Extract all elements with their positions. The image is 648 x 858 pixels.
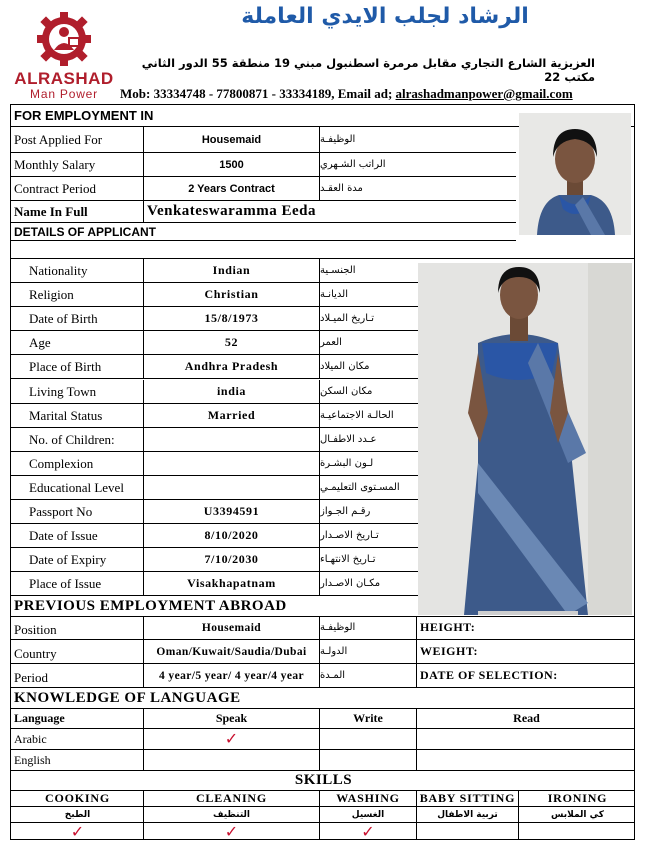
applicant-label-arabic: عـدد الاطفـال (320, 434, 377, 445)
applicant-row (11, 428, 422, 452)
physical-detail-label: HEIGHT: (420, 620, 476, 634)
employment-label-arabic: الوظيفـة (320, 134, 356, 145)
applicant-label: Place of Issue (29, 575, 102, 591)
applicant-row (11, 307, 422, 331)
applicant-label: Living Town (29, 383, 97, 399)
section-title: FOR EMPLOYMENT IN (14, 108, 154, 123)
skills-row (11, 823, 634, 840)
applicant-label: Religion (29, 286, 74, 302)
applicant-row (11, 452, 422, 476)
applicant-label-arabic: العمر (320, 337, 342, 348)
applicant-label-arabic: تـاريخ الاصـدار (320, 530, 379, 541)
skills-row (11, 791, 634, 807)
applicant-value (144, 476, 319, 499)
name-label: Name In Full (14, 203, 88, 219)
applicant-row (11, 283, 422, 307)
language-section-header (11, 688, 634, 709)
employment-row (11, 153, 516, 177)
applicant-value: 15/8/1973 (204, 311, 259, 325)
agency-address-arabic: العزيزية الشارع التجاري مقابل مرمرة اسطنبول مبني 19 منطقة 55 الدور الثاني مكتب 22 (141, 56, 595, 84)
physical-detail-label: WEIGHT: (420, 644, 478, 658)
employment-label: Monthly Salary (14, 156, 96, 172)
employment-row (11, 177, 516, 201)
previous-label-arabic: المـدة (320, 670, 346, 681)
applicant-value: 8/10/2020 (204, 528, 259, 542)
applicant-value: Indian (212, 263, 251, 277)
contact-email[interactable]: alrashadmanpower@gmail.com (395, 86, 573, 101)
applicant-label-arabic: لـون البشـرة (320, 458, 374, 469)
employment-label-arabic: مدة العقـد (320, 183, 363, 194)
applicant-row (11, 524, 422, 548)
name-row (11, 201, 516, 223)
employment-value: Housemaid (201, 133, 262, 146)
applicant-row (11, 380, 422, 404)
applicant-section-header (11, 223, 516, 241)
applicant-value: 7/10/2030 (204, 552, 259, 566)
skill-name-arabic: كي الملابس (551, 809, 604, 820)
previous-value: 4 year/5 year/ 4 year/4 year (159, 669, 304, 682)
applicant-label: Date of Issue (29, 527, 98, 543)
applicant-value (144, 428, 319, 451)
applicant-row (11, 259, 422, 283)
previous-row (11, 640, 634, 664)
applicant-label: Passport No (29, 503, 93, 519)
write-check-icon (320, 750, 416, 770)
skill-name-arabic: التنظيف (213, 809, 250, 820)
applicant-label-arabic: الحالـة الاجتماعيـة (320, 410, 394, 421)
physical-detail-label: DATE OF SELECTION: (420, 668, 558, 682)
applicant-row (11, 476, 422, 500)
previous-value: Housemaid (201, 621, 262, 634)
language-row (11, 729, 634, 750)
applicant-label: Date of Expiry (29, 551, 107, 567)
applicant-label: Date of Birth (29, 310, 98, 326)
read-col-header: Read (513, 711, 540, 725)
skill-check-icon: ✓ (70, 823, 85, 840)
worker-gear-icon (25, 8, 103, 70)
company-logo (10, 8, 118, 104)
skills-row (11, 807, 634, 823)
agency-contact-line (120, 86, 640, 102)
skill-name: BABY SITTING (419, 791, 516, 805)
previous-label: Country (14, 646, 57, 661)
applicant-row (11, 500, 422, 524)
speak-check-icon: ✓ (224, 731, 239, 748)
applicant-value: Visakhapatnam (187, 576, 276, 590)
applicant-label-arabic: الديانـة (320, 289, 348, 300)
applicant-label-arabic: مكان الميلاد (320, 361, 370, 372)
skills-section-header (11, 771, 634, 791)
previous-value: Oman/Kuwait/Saudia/Dubai (156, 645, 307, 658)
language-header-row (11, 709, 634, 729)
applicant-label-arabic: مكان السكن (320, 386, 373, 397)
section-title: DETAILS OF APPLICANT (14, 224, 156, 239)
skill-name: CLEANING (195, 791, 268, 805)
applicant-label-arabic: تـاريخ الميـلاد (320, 313, 374, 324)
name-value: Venkateswaramma Eeda (147, 203, 317, 219)
spacer-row (11, 241, 634, 259)
applicant-label: No. of Children: (29, 431, 115, 447)
applicant-row (11, 355, 422, 379)
section-title: PREVIOUS EMPLOYMENT ABROAD (14, 597, 287, 614)
logo-name: ALRASHAD (14, 69, 114, 88)
employment-value: 2 Years Contract (188, 182, 275, 195)
section-title: SKILLS (294, 772, 353, 788)
previous-row (11, 616, 634, 640)
previous-label: Position (14, 622, 57, 637)
contact-numbers: Mob: 33334748 - 77800871 - 33334189, Email ad; (120, 86, 396, 101)
logo-subtitle: Man Power (30, 87, 98, 101)
previous-row (11, 664, 634, 688)
language-row (11, 750, 634, 771)
skill-check-icon (519, 823, 636, 840)
employment-value: 1500 (219, 158, 244, 171)
write-col-header: Write (353, 711, 383, 725)
skill-check-icon (417, 823, 518, 840)
skill-check-icon: ✓ (361, 823, 375, 840)
portrait-photo (519, 113, 631, 235)
applicant-value: 52 (224, 335, 239, 349)
language-name: English (14, 752, 51, 767)
applicant-label-arabic: الجنسـية (320, 265, 356, 276)
skill-name-arabic: الطبخ (64, 809, 91, 820)
agency-title-arabic: الرشاد لجلب الايدي العاملة (241, 4, 529, 29)
applicant-row (11, 404, 422, 428)
speak-col-header: Speak (215, 711, 248, 725)
applicant-label-arabic: مكـان الاصـدار (320, 578, 381, 589)
employment-row (11, 127, 516, 153)
previous-section-header (11, 596, 422, 616)
write-check-icon (320, 729, 416, 749)
applicant-value (144, 452, 319, 475)
applicant-value: U3394591 (203, 504, 260, 518)
skill-name-arabic: تربية الاطفال (437, 809, 498, 820)
previous-label-arabic: الوظيفـة (320, 622, 356, 633)
applicant-label-arabic: المسـتوى التعليمـي (320, 482, 400, 493)
previous-label: Period (14, 670, 48, 685)
applicant-label: Nationality (29, 262, 88, 278)
applicant-label: Educational Level (29, 479, 124, 495)
skill-name: COOKING (45, 791, 110, 805)
applicant-label: Marital Status (29, 407, 103, 423)
skill-name-arabic: الغسيل (351, 809, 385, 820)
applicant-row (11, 331, 422, 355)
read-check-icon (417, 750, 636, 770)
employment-label: Post Applied For (14, 131, 103, 147)
cv-sheet (10, 104, 635, 840)
section-title: KNOWLEDGE OF LANGUAGE (14, 689, 241, 706)
employment-label: Contract Period (14, 180, 96, 196)
applicant-label: Age (29, 334, 51, 350)
employment-label-arabic: الراتب الشـهري (320, 159, 386, 170)
applicant-label-arabic: رقـم الجـواز (320, 506, 371, 517)
skill-check-icon: ✓ (224, 823, 239, 840)
applicant-label-arabic: تـاريخ الانتهـاء (320, 554, 376, 565)
applicant-value: Andhra Pradesh (184, 359, 279, 373)
language-col-header: Language (14, 711, 65, 725)
read-check-icon (417, 729, 636, 749)
applicant-value: Married (207, 408, 256, 422)
full-length-photo (418, 263, 632, 615)
language-name: Arabic (14, 731, 47, 746)
applicant-value: india (216, 384, 246, 398)
applicant-label: Complexion (29, 455, 94, 471)
applicant-label: Place of Birth (29, 358, 102, 374)
applicant-row (11, 572, 422, 596)
previous-label-arabic: الدولـة (320, 646, 348, 657)
skill-name: WASHING (336, 791, 400, 805)
applicant-value: Christian (204, 287, 259, 301)
skill-name: IRONING (547, 791, 608, 805)
applicant-row (11, 548, 422, 572)
speak-check-icon (144, 750, 319, 770)
